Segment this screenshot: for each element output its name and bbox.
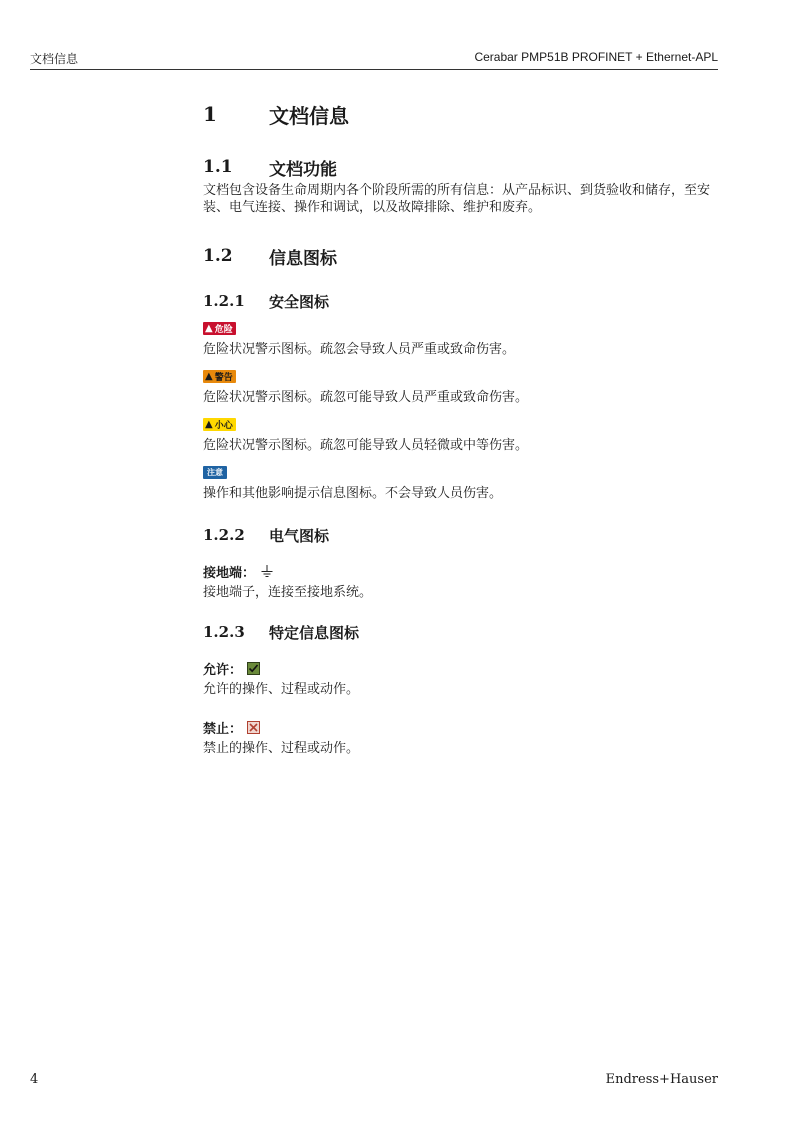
- subsection-title: 安全图标: [269, 292, 330, 311]
- permitted-label: 允许：: [203, 662, 243, 678]
- cross-icon: [247, 721, 260, 734]
- subsection-number: 1.2.1: [203, 292, 245, 310]
- notice-block: [203, 460, 718, 502]
- page-header: [30, 47, 718, 70]
- ground-icon: [260, 564, 274, 578]
- subsection-title: 电气图标: [269, 526, 330, 545]
- subsection-number: 1.2.2: [203, 526, 245, 544]
- subsection-number: 1.2.3: [203, 623, 245, 641]
- notice-badge: 注意: [203, 466, 227, 479]
- permitted-text: 允许的操作、过程或动作。: [203, 682, 360, 697]
- subsection-heading-1-2-2: [203, 524, 718, 546]
- ground-text: 接地端子，连接至接地系统。: [203, 585, 373, 600]
- section-heading-1-2: [203, 244, 718, 268]
- document-function-text: 文档包含设备生命周期内各个阶段所需的所有信息：从产品标识、到货验收和储存，至安装、电气连接、操作和调试，以及故障排除、维护和废弃。: [203, 183, 711, 215]
- chapter-number: 1: [203, 102, 217, 126]
- header-section-title: 文档信息: [30, 52, 79, 66]
- checkmark-icon: [247, 662, 260, 675]
- page-footer: [30, 1072, 718, 1092]
- section-number: 1.2: [203, 246, 233, 266]
- caution-block: [203, 412, 718, 454]
- notice-text: 操作和其他影响提示信息图标。不会导致人员伤害。: [203, 486, 503, 501]
- permitted-label-line: [203, 659, 718, 677]
- chapter-heading: [203, 98, 718, 130]
- page-number: 4: [30, 1072, 39, 1087]
- section-title: 信息图标: [269, 248, 337, 269]
- forbidden-text: 禁止的操作、过程或动作。: [203, 741, 360, 756]
- subsection-title: 特定信息图标: [269, 623, 360, 642]
- warning-triangle-icon: ▲: [205, 371, 213, 382]
- forbidden-label: 禁止：: [203, 721, 243, 737]
- warning-badge: ▲ 警告: [203, 370, 236, 383]
- danger-badge: ▲ 危险: [203, 322, 236, 335]
- warning-text: 危险状况警示图标。疏忽可能导致人员严重或致命伤害。: [203, 390, 529, 405]
- subsection-heading-1-2-1: [203, 290, 718, 312]
- caution-text: 危险状况警示图标。疏忽可能导致人员轻微或中等伤害。: [203, 438, 529, 453]
- chapter-title: 文档信息: [269, 103, 349, 128]
- warning-triangle-icon: ▲: [205, 323, 213, 334]
- brand-name: Endress+Hauser: [605, 1072, 718, 1087]
- section-heading-1-1: [203, 155, 718, 179]
- ground-label: 接地端：: [203, 565, 256, 581]
- forbidden-label-line: [203, 718, 718, 736]
- warning-triangle-icon: ▲: [205, 419, 213, 430]
- page-content: [203, 98, 718, 757]
- section-number: 1.1: [203, 157, 233, 177]
- danger-text: 危险状况警示图标。疏忽会导致人员严重或致命伤害。: [203, 342, 516, 357]
- warning-block: [203, 364, 718, 406]
- danger-block: [203, 316, 718, 358]
- section-title: 文档功能: [269, 159, 337, 180]
- header-document-title: Cerabar PMP51B PROFINET + Ethernet-APL: [474, 50, 718, 64]
- ground-label-line: [203, 562, 718, 580]
- subsection-heading-1-2-3: [203, 621, 718, 643]
- caution-badge: ▲ 小心: [203, 418, 236, 431]
